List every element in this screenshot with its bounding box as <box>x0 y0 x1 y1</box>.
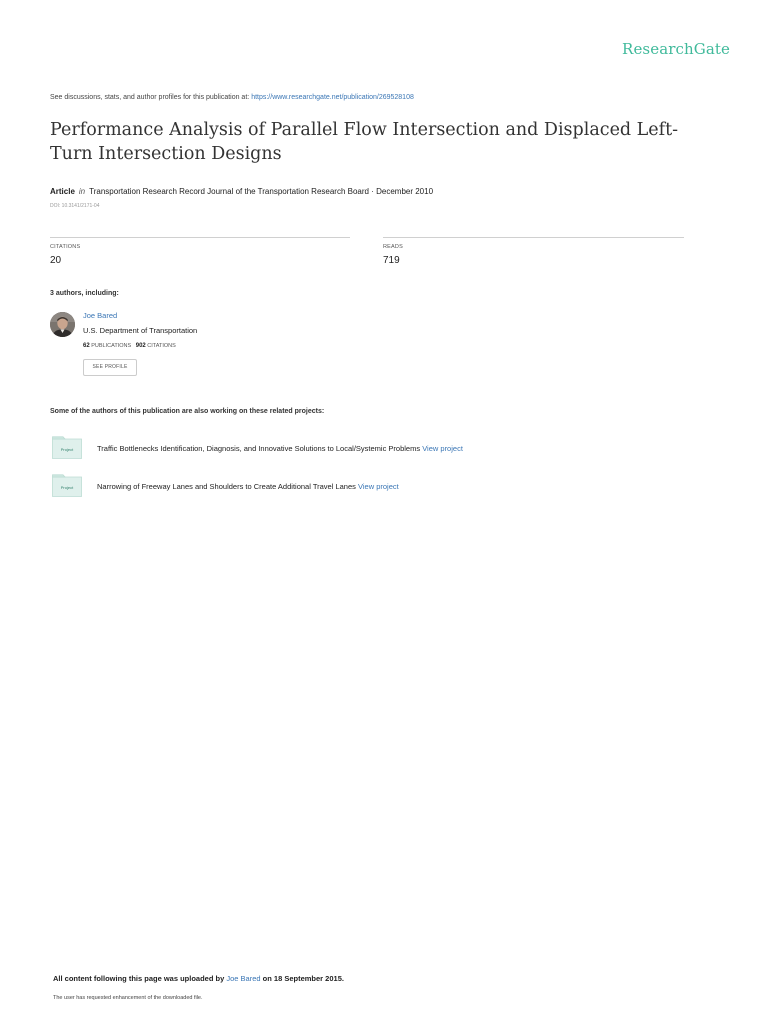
article-kind: Article <box>50 187 75 196</box>
reads-divider <box>383 237 684 238</box>
uploader-link[interactable]: Joe Bared <box>226 974 261 983</box>
article-meta <box>50 187 433 196</box>
project-folder-icon <box>52 436 82 459</box>
journal-name: Transportation Research Record Journal of the Transportation Research Board · December 2010 <box>89 187 434 196</box>
project-icon-label: Project <box>60 447 74 452</box>
author-avatar[interactable] <box>50 312 75 337</box>
authors-heading: 3 authors, including: <box>50 290 119 297</box>
researchgate-logo[interactable]: ResearchGate <box>622 40 730 58</box>
author-photo-icon <box>50 312 75 337</box>
project-folder-icon <box>52 474 82 497</box>
project-item <box>97 482 399 491</box>
reads-label: READS <box>383 244 403 250</box>
project-item <box>97 444 463 453</box>
author-citations-label: CITATIONS <box>147 343 176 349</box>
author-institution: U.S. Department of Transportation <box>83 326 198 335</box>
project-icon-label: Project <box>60 485 74 490</box>
enhancement-note: The user has requested enhancement of the downloaded file. <box>53 995 203 1001</box>
author-name-link[interactable]: Joe Bared <box>83 311 118 320</box>
author-stats <box>83 343 176 349</box>
author-publications-count: 62 <box>83 343 90 349</box>
author-publications-label: PUBLICATIONS <box>91 343 132 349</box>
project-title: Narrowing of Freeway Lanes and Shoulders to Create Additional Travel Lanes <box>97 482 356 491</box>
upload-suffix: on 18 September 2015. <box>262 974 344 983</box>
publication-title: Performance Analysis of Parallel Flow Intersection and Displaced Left-Turn Intersection Designs <box>50 120 679 164</box>
article-in-word: in <box>78 187 86 196</box>
citations-value: 20 <box>50 255 62 266</box>
reads-value: 719 <box>383 255 400 266</box>
project-title: Traffic Bottlenecks Identification, Diagnosis, and Innovative Solutions to Local/Systemic Problems <box>97 444 421 453</box>
citations-label: CITATIONS <box>50 244 81 250</box>
view-project-link[interactable]: View project <box>358 482 399 491</box>
publication-url-link[interactable]: https://www.researchgate.net/publication/269528108 <box>251 94 414 101</box>
doi-text: DOI: 10.3141/2171-04 <box>50 203 100 209</box>
publication-source-line <box>50 94 414 101</box>
author-citations-count: 902 <box>135 343 146 349</box>
upload-prefix: All content following this page was uploaded by <box>53 974 225 983</box>
see-profile-button[interactable]: SEE PROFILE <box>83 359 137 376</box>
upload-note <box>53 974 344 983</box>
see-discussions-text: See discussions, stats, and author profiles for this publication at: <box>50 94 250 101</box>
related-projects-heading: Some of the authors of this publication are also working on these related projects: <box>50 408 325 415</box>
citations-divider <box>50 237 350 238</box>
view-project-link[interactable]: View project <box>422 444 463 453</box>
